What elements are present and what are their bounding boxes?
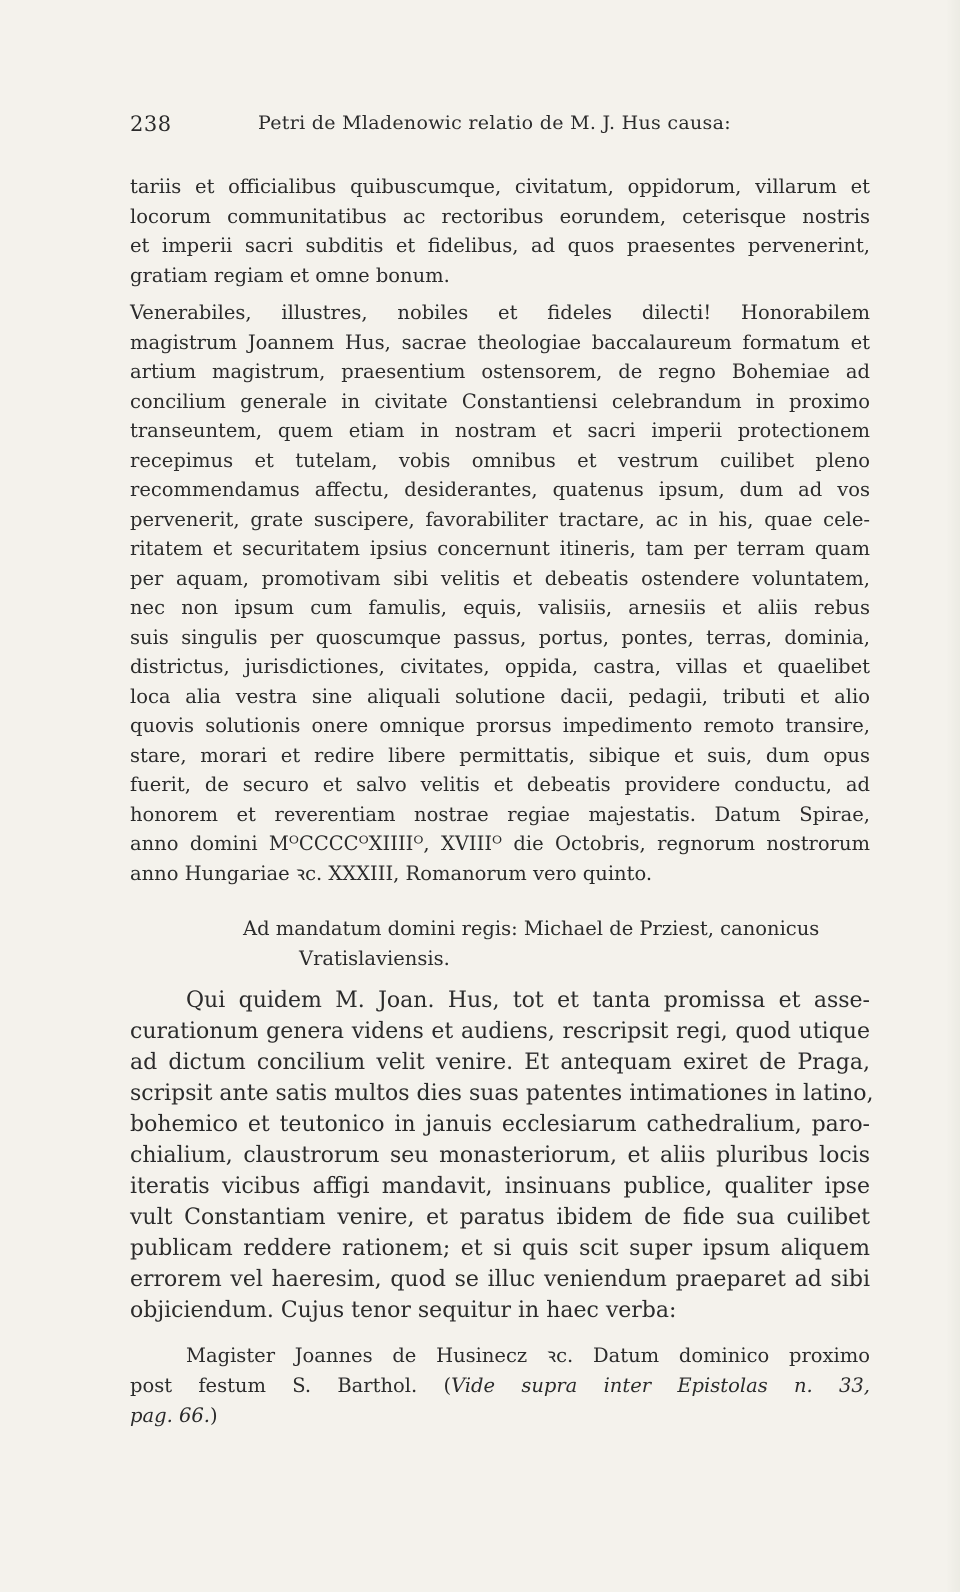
text-line: locorum communitatibus ac rectoribus eorundem, ceterisque nostris: [130, 204, 870, 228]
text-line: transeuntem, quem etiam in nostram et sacri imperii protectionem: [130, 419, 870, 442]
reference-italic: Vide supra inter Epistolas n. 33,: [451, 1374, 871, 1397]
text-line: artium magistrum, praesentium ostensorem, de regno Bohemiae ad: [130, 360, 870, 383]
signature-line: Ad mandatum domini regis: Michael de Prziest, canonicus: [243, 917, 820, 940]
text-line: recepimus et tutelam, vobis omnibus et vestrum cuilibet pleno: [130, 448, 870, 472]
text-line: fuerit, de securo et salvo velitis et debeatis providere conductu, ad: [130, 773, 870, 796]
text-line: tariis et officialibus quibuscumque, civitatum, oppidorum, villarum et: [130, 175, 870, 198]
paragraph-4: [130, 1341, 870, 1431]
text-line: scripsit ante satis multos dies suas patentes intimationes in latino,: [130, 1081, 874, 1106]
page-edge: [946, 0, 960, 1592]
text-line: errorem vel haeresim, quod se illuc veniendum praeparet ad sibi: [130, 1267, 870, 1292]
text-line: bohemico et teutonico in januis ecclesiarum cathedralium, paro-: [130, 1112, 870, 1137]
text-line: honorem et reverentiam nostrae regiae majestatis. Datum Spirae,: [130, 802, 870, 826]
text-line: Venerabiles, illustres, nobiles et fideles dilecti! Honorabilem: [130, 301, 870, 324]
text-line: [130, 1401, 870, 1431]
text-line: magistrum Joannem Hus, sacrae theologiae baccalaureum formatum et: [130, 330, 870, 354]
text-line: vult Constantiam venire, et paratus ibidem de fide sua cuilibet: [130, 1205, 870, 1230]
text-line: ad dictum concilium velit venire. Et antequam exiret de Praga,: [130, 1050, 870, 1075]
page-header: [130, 112, 870, 142]
text-line: Magister Joannes de Husinecz ꝛc. Datum dominico proximo: [186, 1344, 870, 1367]
text-line: chialium, claustrorum seu monasteriorum, et aliis pluribus locis: [130, 1143, 870, 1168]
text-line: pervenerit, grate suscipere, favorabiliter tractare, ac in his, quae cele-: [130, 507, 870, 531]
text-line: stare, morari et redire libere permittatis, sibique et suis, dum opus: [130, 743, 870, 767]
text-line: et imperii sacri subditis et fidelibus, ad quos praesentes pervenerint,: [130, 234, 870, 257]
text-line: nec non ipsum cum famulis, equis, valisiis, arnesiis et aliis rebus: [130, 596, 870, 619]
text-line: publicam reddere rationem; et si quis scit super ipsum aliquem: [130, 1236, 870, 1261]
text-roman: post festum S. Barthol. (: [130, 1374, 452, 1397]
text-line: suis singulis per quoscumque passus, portus, pontes, terras, dominia,: [130, 625, 870, 649]
paragraph-1: [130, 172, 870, 290]
text-line: districtus, jurisdictiones, civitates, oppida, castra, villas et quaelibet: [130, 655, 870, 678]
text-line: per aquam, promotivam sibi velitis et debeatis ostendere voluntatem,: [130, 566, 870, 590]
text-line: concilium generale in civitate Constantiensi celebrandum in proximo: [130, 389, 870, 413]
text-line: anno Hungariae ꝛc. XXXIII, Romanorum vero quinto.: [130, 861, 653, 885]
signature-line: Vratislaviensis.: [299, 946, 450, 970]
running-head: Petri de Mladenowic relatio de M. J. Hus causa:: [258, 112, 731, 134]
text-line: iteratis vicibus affigi mandavit, insinuans publice, qualiter ipse: [130, 1174, 870, 1199]
paragraph-2: [130, 298, 870, 888]
page-number: 238: [130, 112, 172, 136]
text-line: Qui quidem M. Joan. Hus, tot et tanta promissa et asse-: [186, 988, 870, 1013]
text-line: quovis solutionis onere omnique prorsus impedimento remoto transire,: [130, 714, 870, 737]
paragraph-3: [130, 985, 874, 1326]
text-line: loca alia vestra sine aliquali solutione dacii, pedagii, tributi et alio: [130, 684, 870, 708]
text-line: [130, 1371, 870, 1401]
reference-italic: pag. 66.: [130, 1404, 210, 1427]
signature-block: [243, 914, 863, 973]
text-line: recommendamus affectu, desiderantes, quatenus ipsum, dum ad vos: [130, 478, 870, 501]
text-line: ritatem et securitatem ipsius concernunt itineris, tam per terram quam: [130, 537, 870, 560]
text-line: curationum genera videns et audiens, rescripsit regi, quod utique: [130, 1019, 870, 1044]
text-line: anno domini MᴼCCCCᴼXIIIIᴼ, XVIIIᴼ die Octobris, regnorum nostrorum: [130, 832, 870, 855]
text-line: objiciendum. Cujus tenor sequitur in haec verba:: [130, 1298, 677, 1323]
text-roman: ): [210, 1404, 218, 1427]
text-line: gratiam regiam et omne bonum.: [130, 263, 450, 287]
